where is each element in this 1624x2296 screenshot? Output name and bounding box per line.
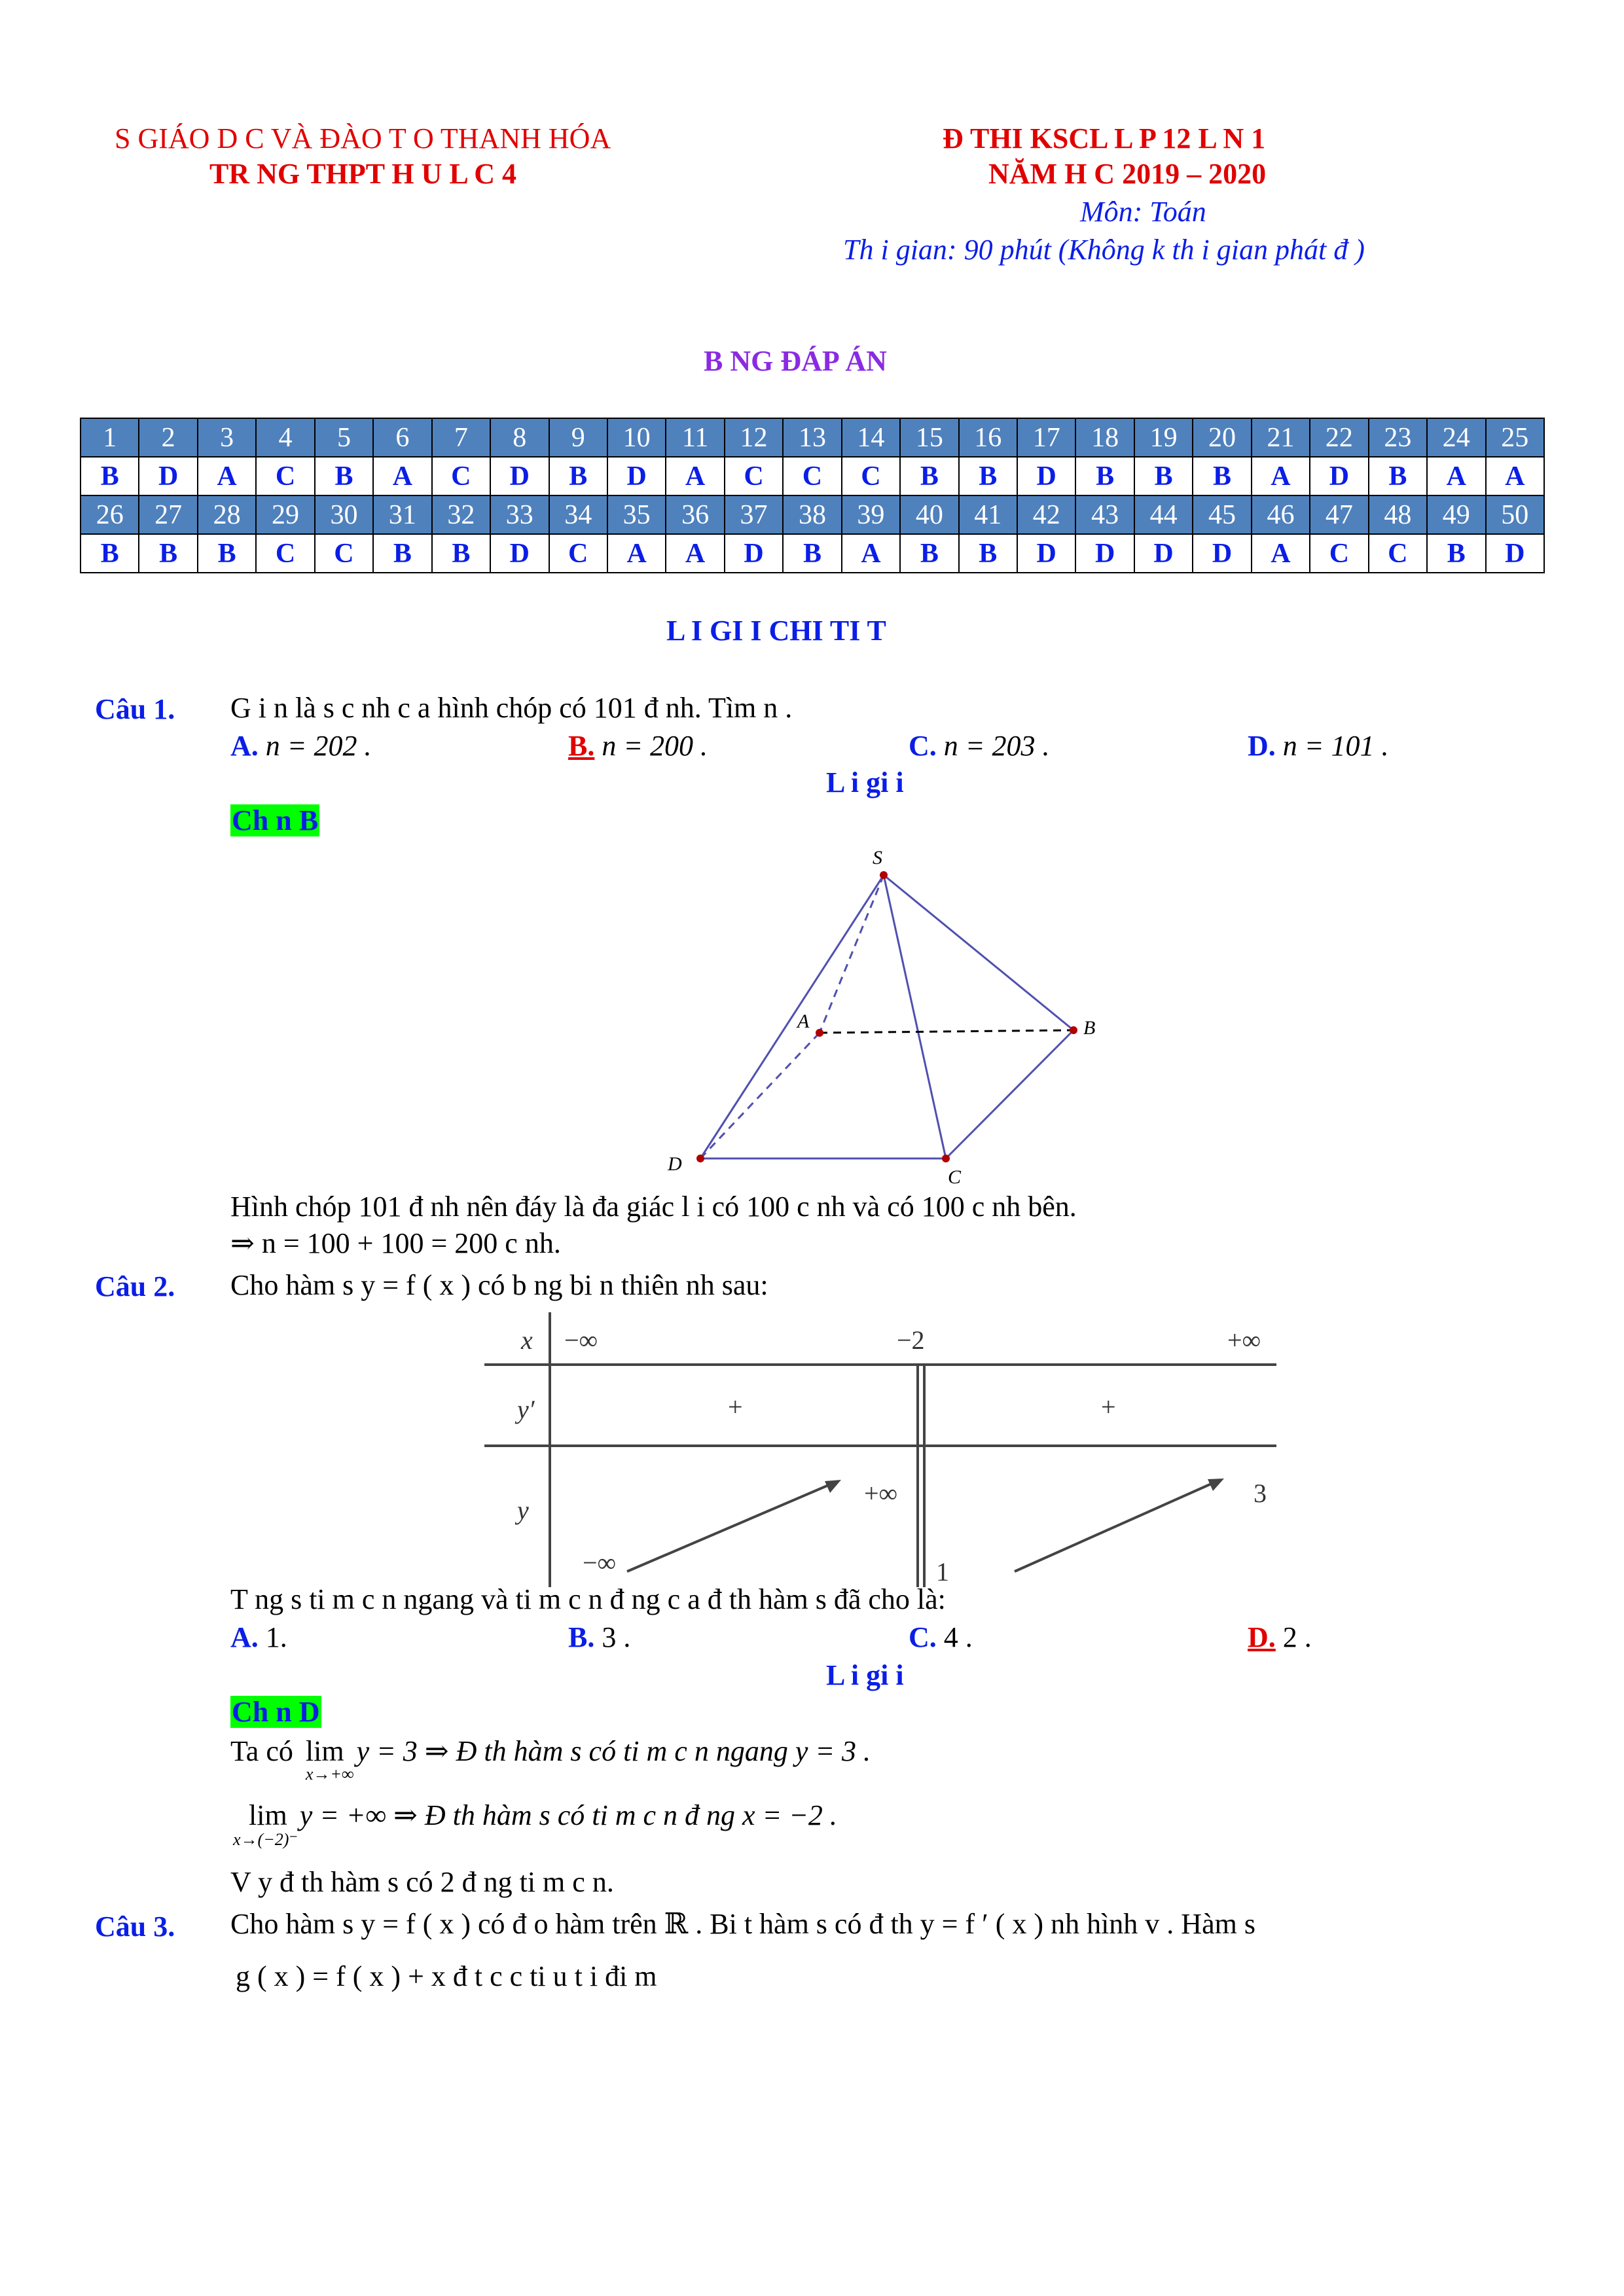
answer-letter-cell: D [1193,534,1251,573]
label-s: S [873,847,882,869]
pyramid-figure [655,838,1126,1191]
answer-letter-cell: A [198,457,256,495]
y-top-mid: +∞ [864,1479,898,1508]
answer-letter-cell: D [139,457,197,495]
answer-letter-cell: B [900,457,958,495]
answer-letter-cell: D [725,534,783,573]
lim-subscript: x→(−2)⁻ [233,1830,298,1849]
answer-letter-cell: B [900,534,958,573]
arrowhead-left [825,1480,841,1493]
answer-letter-cell: B [1369,457,1427,495]
x-left-value: −∞ [564,1325,598,1355]
answer-letter-cell: B [1134,457,1193,495]
question-number-cell: 22 [1310,418,1368,457]
answer-letter-cell: B [432,534,490,573]
option-letter: C. [909,1621,937,1653]
q1-choice [230,804,319,837]
question-number-cell: 25 [1486,418,1545,457]
q2-question: T ng s ti m c n ngang và ti m c n đ ng c a đ th hàm s đã cho là: [230,1583,946,1615]
q1-explain-1: Hình chóp 101 đ nh nên đáy là đa giác l i có 100 c nh và có 100 c nh bên. [230,1191,1077,1223]
q2-text: Cho hàm s y = f ( x ) có b ng bi n thiên nh sau: [230,1269,768,1301]
answer-letter-cell: B [81,457,139,495]
answer-letter-cell: C [725,457,783,495]
school-name: TR NG THPT H U L C 4 [209,158,517,190]
question-number-cell: 44 [1134,495,1193,534]
question-number-cell: 17 [1017,418,1075,457]
option-text: 2 . [1282,1621,1312,1653]
q2-line-3: V y đ th hàm s có 2 đ ng ti m c n. [230,1866,614,1898]
question-number-cell: 46 [1252,495,1310,534]
question-number-cell: 49 [1427,495,1485,534]
answer-letter-cell: D [1486,534,1545,573]
option-text: 1. [265,1621,287,1653]
q1-option-c [909,729,1049,762]
answer-row-letters-2 [81,534,1544,573]
edge-da-hidden [700,1033,820,1158]
answer-letter-cell: C [432,457,490,495]
lim-word: lim [249,1799,287,1831]
q2-option-a [230,1621,287,1654]
answer-letter-cell: B [549,457,607,495]
question-number-cell: 13 [783,418,841,457]
sign-right: + [1101,1392,1116,1422]
question-number-cell: 45 [1193,495,1251,534]
answer-letter-cell: B [373,534,431,573]
question-number-cell: 47 [1310,495,1368,534]
answer-letter-cell: A [607,534,666,573]
question-number-cell: 48 [1369,495,1427,534]
answer-letter-cell: A [842,534,900,573]
question-number-cell: 34 [549,495,607,534]
choice-badge: Ch n D [232,1696,320,1728]
question-number-cell: 9 [549,418,607,457]
label-b: B [1083,1017,1096,1039]
question-number-cell: 19 [1134,418,1193,457]
lim-word: lim [305,1735,344,1767]
vertex-c [942,1155,950,1162]
option-letter: A. [230,1621,259,1653]
question-number-cell: 1 [81,418,139,457]
answer-letter-cell: A [666,534,724,573]
q2-choice [230,1695,321,1729]
answer-letter-cell: A [373,457,431,495]
q2-option-d [1248,1621,1312,1654]
q3-text-1: Cho hàm s y = f ( x ) có đ o hàm trên ℝ . Bi t hàm s có đ th y = f ′ ( x ) nh hình v . Hàm s [230,1908,1255,1940]
question-number-cell: 27 [139,495,197,534]
x-label: x [521,1325,533,1355]
question-number-cell: 11 [666,418,724,457]
question-number-cell: 18 [1075,418,1134,457]
q2-label: Câu 2. [95,1270,175,1302]
question-number-cell: 43 [1075,495,1134,534]
label-a: A [797,1011,810,1032]
edge-cb [946,1030,1074,1158]
option-letter: C. [909,730,937,762]
solutions-title: L I GI I CHI TI T [666,615,886,647]
question-number-cell: 33 [490,495,549,534]
y-top-right: 3 [1254,1479,1267,1508]
question-number-cell: 5 [315,418,373,457]
answer-letter-cell: A [1252,457,1310,495]
answer-letter-cell: B [315,457,373,495]
vertex-a [816,1029,823,1037]
question-number-cell: 2 [139,418,197,457]
answer-letter-cell: D [1134,534,1193,573]
line2-rest: y = +∞ ⇒ Đ th hàm s có ti m c n đ ng x = −2 . [299,1799,837,1831]
question-number-cell: 3 [198,418,256,457]
answer-letter-cell: A [1252,534,1310,573]
question-number-cell: 26 [81,495,139,534]
q2-line-2 [233,1799,837,1849]
answer-letter-cell: B [1427,534,1485,573]
option-text: n = 203 . [943,730,1050,762]
label-d: D [668,1153,682,1175]
answer-letter-cell: D [1017,534,1075,573]
question-number-cell: 12 [725,418,783,457]
answer-letter-cell: C [783,457,841,495]
school-department: S GIÁO D C VÀ ĐÀO T O THANH HÓA [115,122,611,154]
answer-letter-cell: C [1369,534,1427,573]
x-mid-value: −2 [897,1325,925,1355]
answer-key-title: B NG ĐÁP ÁN [704,345,887,377]
option-text: n = 202 . [265,730,372,762]
question-number-cell: 28 [198,495,256,534]
q1-text: G i n là s c nh c a hình chóp có 101 đ nh. Tìm n . [230,692,793,724]
answer-letter-cell: B [1075,457,1134,495]
answer-letter-cell: D [607,457,666,495]
question-number-cell: 15 [900,418,958,457]
limit-expression [305,1734,354,1784]
exam-time: Th i gian: 90 phút (Không k th i gian phát đ ) [843,234,1365,266]
question-number-cell: 31 [373,495,431,534]
choice-badge: Ch n B [232,804,319,836]
school-year: NĂM H C 2019 – 2020 [988,158,1267,190]
q1-solution-label: L i gi i [826,766,904,798]
question-number-cell: 14 [842,418,900,457]
q1-explain-2: ⇒ n = 100 + 100 = 200 c nh. [230,1227,561,1259]
question-number-cell: 39 [842,495,900,534]
answer-letter-cell: C [256,457,314,495]
q2-line-1 [230,1734,871,1784]
option-letter: A. [230,730,259,762]
question-number-cell: 16 [959,418,1017,457]
q1-option-a [230,729,371,762]
y-label: y [517,1496,529,1525]
edge-sa-hidden [820,875,884,1033]
answer-letter-cell: A [1427,457,1485,495]
yprime-label: y′ [517,1395,535,1424]
question-number-cell: 6 [373,418,431,457]
variation-table [484,1312,1276,1587]
vertex-d [696,1155,704,1162]
option-letter: D. [1248,1621,1276,1653]
question-number-cell: 29 [256,495,314,534]
option-text: n = 101 . [1282,730,1389,762]
answer-row-numbers-1 [81,418,1544,457]
option-letter: B. [568,1621,595,1653]
question-number-cell: 36 [666,495,724,534]
sign-left: + [728,1392,743,1422]
subject: Môn: Toán [1080,196,1206,228]
arrow-increase-left [627,1481,838,1571]
option-letter: B. [568,730,595,762]
answer-letter-cell: C [549,534,607,573]
option-letter: D. [1248,730,1276,762]
vertex-b [1070,1026,1077,1034]
answer-letter-cell: C [256,534,314,573]
question-number-cell: 38 [783,495,841,534]
q2-solution-label: L i gi i [826,1659,904,1691]
question-number-cell: 41 [959,495,1017,534]
answer-letter-cell: B [139,534,197,573]
question-number-cell: 23 [1369,418,1427,457]
question-number-cell: 4 [256,418,314,457]
question-number-cell: 32 [432,495,490,534]
edge-sd [700,875,884,1158]
exam-title: Đ THI KSCL L P 12 L N 1 [943,122,1266,154]
y-bottom-mid: 1 [936,1557,949,1587]
q1-label: Câu 1. [95,693,175,725]
answer-letter-cell: D [490,457,549,495]
q1-option-b [568,729,708,762]
option-text: 4 . [943,1621,973,1653]
answer-letter-cell: C [842,457,900,495]
vertex-s [880,871,888,879]
answer-letter-cell: B [81,534,139,573]
answer-key-table [80,418,1545,573]
answer-row-numbers-2 [81,495,1544,534]
question-number-cell: 7 [432,418,490,457]
edge-ab-hidden [820,1030,1074,1033]
answer-letter-cell: A [1486,457,1545,495]
answer-letter-cell: B [1193,457,1251,495]
q2-option-b [568,1621,630,1654]
answer-letter-cell: A [666,457,724,495]
answer-letter-cell: B [959,534,1017,573]
answer-letter-cell: D [1075,534,1134,573]
option-text: 3 . [602,1621,631,1653]
label-c: C [948,1166,962,1188]
question-number-cell: 37 [725,495,783,534]
answer-letter-cell: D [1017,457,1075,495]
question-number-cell: 21 [1252,418,1310,457]
q2-option-c [909,1621,973,1654]
answer-letter-cell: B [198,534,256,573]
answer-letter-cell: C [315,534,373,573]
q3-label: Câu 3. [95,1910,175,1943]
arrow-increase-right [1015,1480,1220,1571]
option-text: n = 200 . [602,730,708,762]
answer-row-letters-1 [81,457,1544,495]
question-number-cell: 40 [900,495,958,534]
q3-text-2: g ( x ) = f ( x ) + x đ t c c ti u t i đi m [236,1960,657,1992]
question-number-cell: 50 [1486,495,1545,534]
answer-letter-cell: C [1310,534,1368,573]
answer-letter-cell: D [1310,457,1368,495]
q1-option-d [1248,729,1388,762]
question-number-cell: 24 [1427,418,1485,457]
x-right-value: +∞ [1227,1325,1261,1355]
line1-rest: y = 3 ⇒ Đ th hàm s có ti m c n ngang y = 3 . [356,1735,871,1767]
line1-prefix: Ta có [230,1735,293,1767]
question-number-cell: 10 [607,418,666,457]
question-number-cell: 20 [1193,418,1251,457]
answer-letter-cell: B [783,534,841,573]
answer-letter-cell: B [959,457,1017,495]
limit-expression [233,1799,298,1849]
question-number-cell: 35 [607,495,666,534]
answer-letter-cell: D [490,534,549,573]
y-bottom-left: −∞ [583,1548,617,1577]
question-number-cell: 42 [1017,495,1075,534]
question-number-cell: 8 [490,418,549,457]
question-number-cell: 30 [315,495,373,534]
lim-subscript: x→+∞ [305,1765,354,1784]
